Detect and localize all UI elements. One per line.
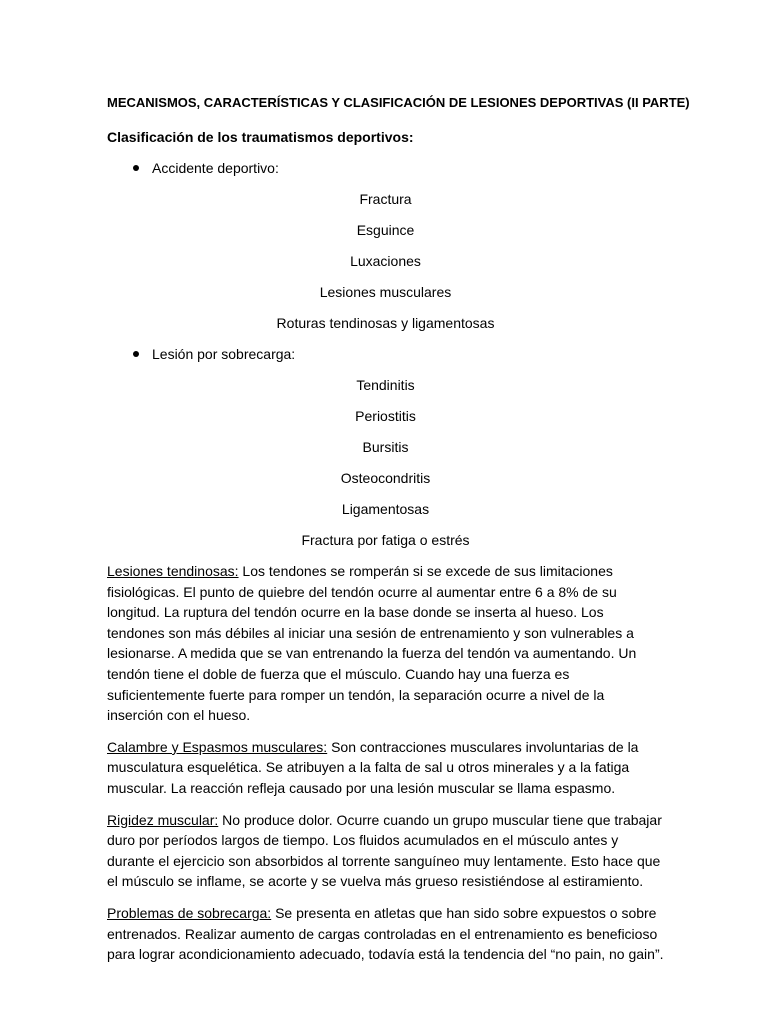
paragraph-sobrecarga xyxy=(107,903,664,965)
paragraph-lesiones-tendinosas xyxy=(107,561,664,726)
paragraph-heading: Calambre y Espasmos musculares: xyxy=(107,738,328,755)
paragraph-text: Los tendones se romperán si se excede de sus limitaciones fisiológicas. El punto de quiebre del tendón ocurre al aumentar entre 6 a 8% de su longitud. La ruptura del tendón ocurre en la base donde se inserta al hueso. Los tendones son más débiles al iniciar una sesión de entrenamiento y son vulnerables a lesionarse. A medida que se van entrenando la fuerza del tendón va aumentando. Un tendón tiene el doble de fuerza que el músculo. Cuando hay una fuerza es suficientemente fuerte para romper un tendón, la separación ocurre a nivel de la inserción con el hueso. xyxy=(107,563,637,724)
paragraph-text: Son contracciones musculares involuntarias de la musculatura esquelética. Se atribuyen a la falta de sal u otros minerales y a la fatiga muscular. La reacción refleja causado por una lesión muscular se llama espasmo. xyxy=(107,738,639,796)
list-item: Roturas tendinosas y ligamentosas xyxy=(276,315,495,331)
bullet-item xyxy=(107,158,664,178)
list-item: Tendinitis xyxy=(356,377,415,393)
bullet-icon xyxy=(133,351,139,357)
list-item: Periostitis xyxy=(355,408,416,424)
paragraph-rigidez xyxy=(107,810,664,892)
list-item: Esguince xyxy=(356,222,415,238)
section-subtitle: Clasificación de los traumatismos deportivos: xyxy=(107,129,414,145)
accidente-list xyxy=(107,189,664,333)
list-item: Ligamentosas xyxy=(341,501,430,517)
list-item: Osteocondritis xyxy=(340,470,431,486)
bullet-icon xyxy=(133,165,139,171)
bullet-label: Lesión por sobrecarga: xyxy=(152,346,296,362)
bullet-item xyxy=(107,344,664,364)
paragraph-calambre xyxy=(107,737,664,799)
paragraph-text: Se presenta en atletas que han sido sobre expuestos o sobre entrenados. Realizar aumento de cargas controladas en el entrenamiento es beneficioso para lograr acondicionamiento adecuado, todavía está la tendencia del “no pain, no gain”. xyxy=(107,904,664,963)
paragraph-heading: Lesiones tendinosas: xyxy=(107,563,239,579)
list-item: Bursitis xyxy=(362,439,409,455)
paragraph-text: No produce dolor. Ocurre cuando un grupo muscular tiene que trabajar duro por períodos largos de tiempo. Los fluidos acumulados en el músculo antes y durante el ejercicio son absorbidos al torrente sanguíneo muy lentamente. Esto hace que el músculo se inflame, se acorte y se vuelva más grueso resistiéndose al estiramiento. xyxy=(107,811,662,890)
paragraph-heading: Problemas de sobrecarga: xyxy=(107,904,272,921)
bullet-label: Accidente deportivo: xyxy=(152,160,279,176)
list-item: Luxaciones xyxy=(350,253,421,269)
sobrecarga-list xyxy=(107,375,664,550)
list-item: Lesiones musculares xyxy=(319,284,452,300)
list-item: Fractura por fatiga o estrés xyxy=(301,532,470,548)
paragraph-heading: Rigidez muscular: xyxy=(107,811,219,828)
section-accidente xyxy=(107,158,664,333)
section-sobrecarga xyxy=(107,344,664,550)
list-item: Fractura xyxy=(359,191,412,207)
document-title: MECANISMOS, CARACTERÍSTICAS Y CLASIFICACIÓN DE LESIONES DEPORTIVAS (II PARTE) xyxy=(107,95,690,110)
